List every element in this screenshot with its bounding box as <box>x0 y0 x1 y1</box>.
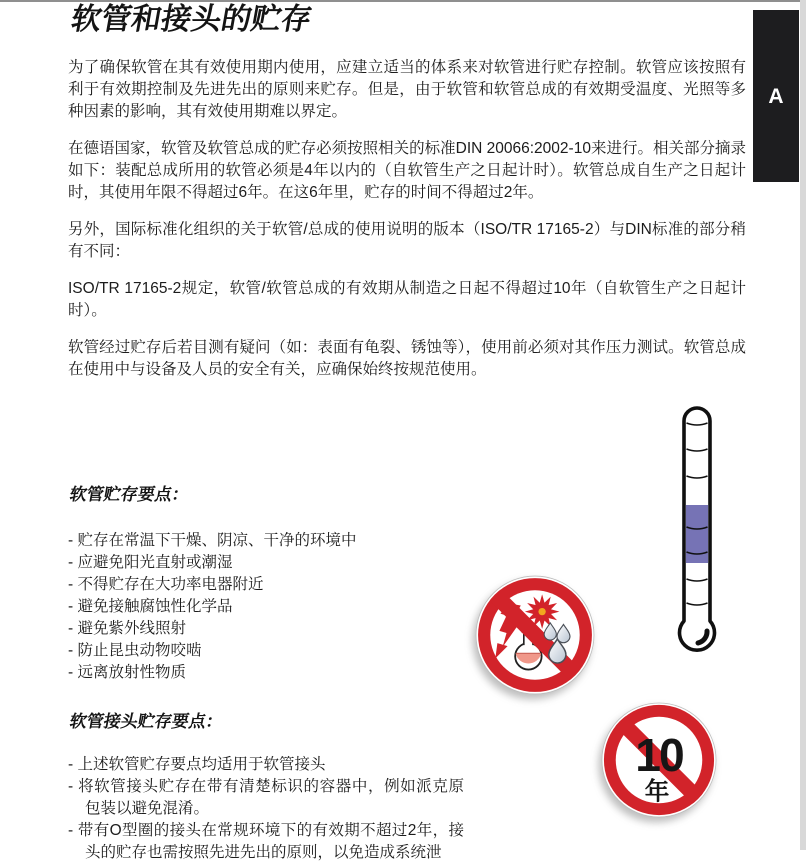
paragraph: 另外，国际标准化组织的关于软管/总成的使用说明的版本（ISO/TR 17165-2）与DIN标准的部分稍有不同： <box>68 221 746 260</box>
list-item: - 贮存在常温下干燥、阴凉、干净的环境中 <box>68 532 357 549</box>
page-title: 软管和接头的贮存 <box>68 3 315 36</box>
fitting-storage-heading: 软管接头贮存要点： <box>68 712 225 731</box>
list-item: - 应避免阳光直射或潮湿 <box>68 554 233 571</box>
no-sun-electricity-moisture-chemicals-sign <box>474 574 596 696</box>
paragraph: 为了确保软管在其有效使用期内使用，应建立适当的体系来对软管进行贮存控制。软管应该按照有利于有效期控制及先进先出的原则来贮存。但是，由于软管和软管总成的有效期受温度、光照等多种因素的影响，其有效使用期难以界定。 <box>68 59 746 120</box>
page-edge-strip <box>800 0 806 850</box>
list-item: - 远离放射性物质 <box>68 664 186 681</box>
ban-years-number: 10 <box>635 728 683 781</box>
section-tab <box>753 10 799 182</box>
hose-storage-heading: 软管贮存要点： <box>68 485 191 504</box>
paragraph: 在德语国家，软管及软管总成的贮存必须按照相关的标准DIN 20066:2002-10来进行。相关部分摘录如下：装配总成所用的软管必须是4年以内的（自软管生产之日起计时）。软管总成自生产之日起计时，其使用年限不得超过6年。在这6年里，贮存的时间不得超过2年。 <box>68 140 746 201</box>
body-paragraphs <box>68 57 746 396</box>
list-item: - 不得贮存在大功率电器附近 <box>68 576 264 593</box>
list-item: - 避免紫外线照射 <box>68 620 186 637</box>
hose-storage-list <box>68 530 498 684</box>
list-item: - 防止昆虫动物咬啮 <box>68 642 202 659</box>
list-item: - 带有O型圈的接头在常规环境下的有效期不超过2年，接头的贮存也需按照先进先出的原则，以免造成系统泄 <box>68 822 464 861</box>
list-item: - 避免接触腐蚀性化学品 <box>68 598 233 615</box>
ban-years-unit: 年 <box>644 778 670 806</box>
list-item: - 将软管接头贮存在带有清楚标识的容器中，例如派克原包装以避免混淆。 <box>68 778 464 817</box>
section-tab-letter: A <box>768 84 784 108</box>
paragraph: 软管经过贮存后若目测有疑问（如：表面有龟裂、锈蚀等），使用前必须对其作压力测试。软管总成在使用中与设备及人员的安全有关，应确保始终按规范使用。 <box>68 339 746 378</box>
thermometer-icon <box>657 400 737 656</box>
fitting-storage-list <box>68 754 464 864</box>
paragraph: ISO/TR 17165-2规定，软管/软管总成的有效期从制造之日起不得超过10年（自软管生产之日起计时）。 <box>68 280 746 319</box>
no-storage-over-10-years-sign <box>600 701 718 819</box>
list-item: - 上述软管贮存要点均适用于软管接头 <box>68 756 326 773</box>
